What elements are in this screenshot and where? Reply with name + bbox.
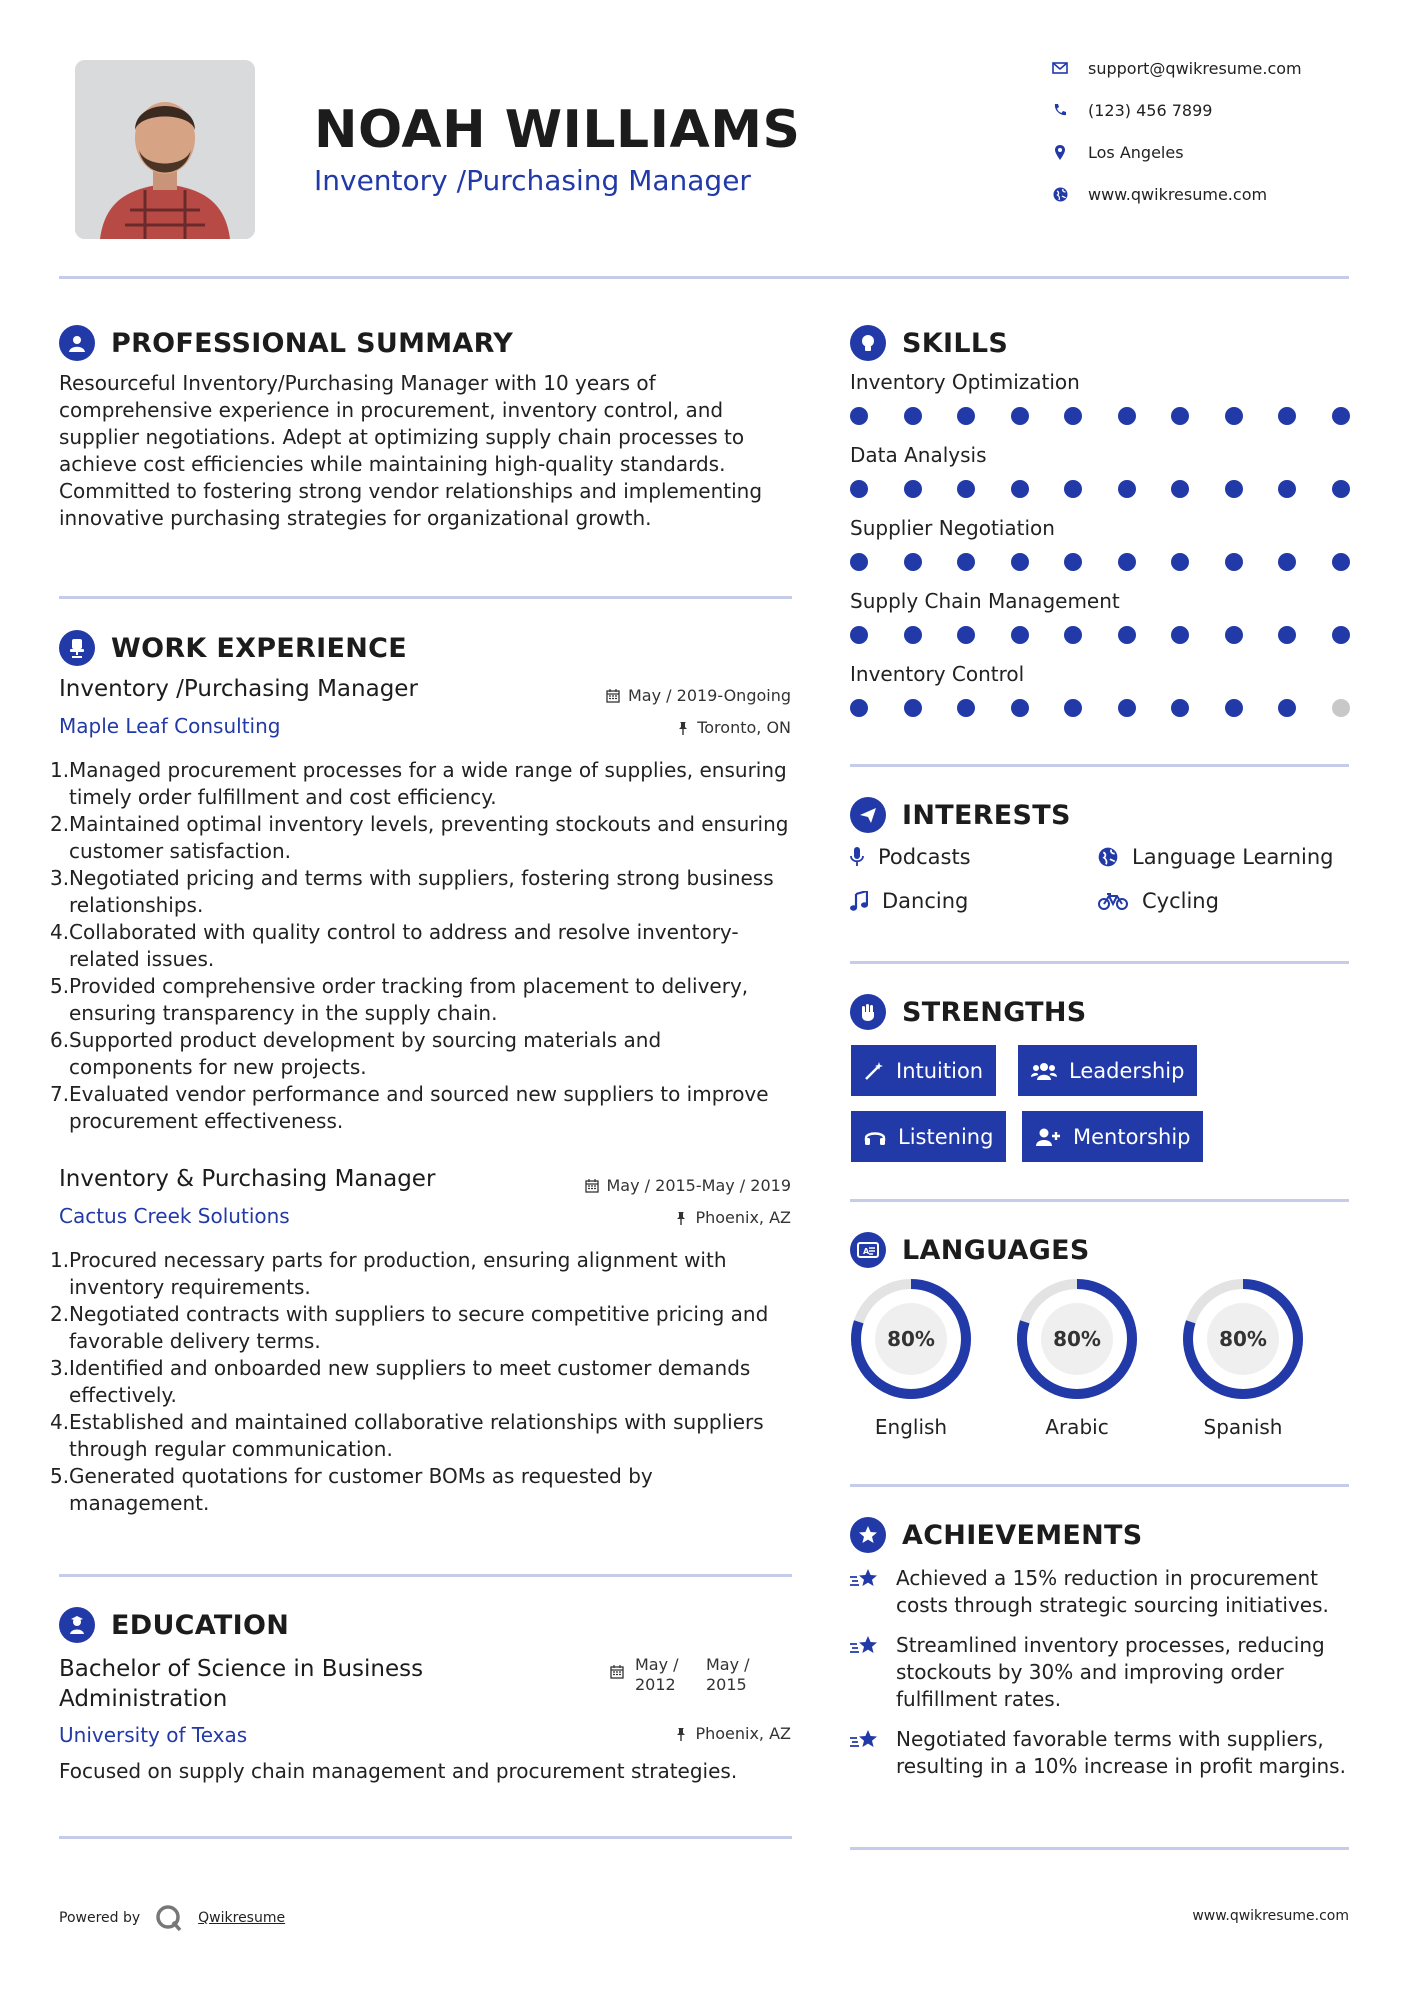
achievements-heading <box>850 1517 1143 1553</box>
skill-dot-filled <box>904 553 922 571</box>
education-heading <box>59 1607 289 1643</box>
experience-heading <box>59 630 407 666</box>
skill-dot-filled <box>850 407 868 425</box>
language-percent: 80% <box>1219 1327 1267 1351</box>
globe-icon <box>1098 847 1118 867</box>
interest-cycling: Cycling <box>1098 889 1219 913</box>
strength-badge-listening: Listening <box>851 1111 1006 1162</box>
calendar-icon <box>606 689 620 703</box>
skill-dot-filled <box>1171 626 1189 644</box>
list-item: 3. Negotiated pricing and terms with suppliers, fostering strong business relationships. <box>50 866 774 917</box>
skills-heading <box>850 325 1008 361</box>
job-dates-text: May / 2015-May / 2019 <box>606 1176 791 1195</box>
summary-divider <box>59 596 792 599</box>
languages-heading <box>850 1232 1090 1268</box>
interest-language-learning: Language Learning <box>1098 845 1333 869</box>
education-start-date: May / 2012 <box>635 1655 679 1694</box>
skill-dot-filled <box>1225 553 1243 571</box>
skill-dot-filled <box>904 480 922 498</box>
skill-dot-filled <box>1118 480 1136 498</box>
candidate-name: NOAH WILLIAMS <box>314 100 801 160</box>
strength-badge-mentorship: Mentorship <box>1022 1111 1203 1162</box>
skill-dot-filled <box>904 407 922 425</box>
header-divider <box>59 276 1349 279</box>
list-item: 7. Evaluated vendor performance and sourced new suppliers to improve procurement effectiveness. <box>50 1082 769 1133</box>
company-name: Maple Leaf Consulting <box>59 714 281 738</box>
degree-line-1: Bachelor of Science in Business <box>59 1656 424 1682</box>
footer-powered-by: Powered by Qwikresume <box>59 1903 285 1933</box>
list-item: 1. Managed procurement processes for a wide range of supplies, ensuring timely order fulfillment and cost efficiency. <box>50 758 787 809</box>
skill-dot-filled <box>1278 480 1296 498</box>
job-dates <box>500 1176 791 1195</box>
education-description: Focused on supply chain management and procurement strategies. <box>59 1759 738 1783</box>
skill-dot-empty <box>1332 699 1350 717</box>
skill-dot-filled <box>1171 699 1189 717</box>
skill-dot-filled <box>904 626 922 644</box>
candidate-role: Inventory /Purchasing Manager <box>314 164 751 197</box>
skill-dot-filled <box>1278 626 1296 644</box>
lightbulb-icon <box>850 325 886 361</box>
job-location <box>500 718 791 737</box>
skill-dot-filled <box>1011 480 1029 498</box>
summary-heading <box>59 325 513 361</box>
achievements-heading-text: ACHIEVEMENTS <box>902 1519 1143 1551</box>
contact-location-text: Los Angeles <box>1088 142 1184 162</box>
list-item: 4. Established and maintained collaborative relationships with suppliers through regular communication. <box>50 1410 764 1461</box>
calendar-icon <box>610 1664 624 1683</box>
skill-dot-filled <box>957 626 975 644</box>
skill-dot-filled <box>1064 626 1082 644</box>
achievement-item: Streamlined inventory processes, reducing stockouts by 30% and improving order fulfillment rates. <box>850 1632 1350 1713</box>
skill-dot-filled <box>1118 407 1136 425</box>
education-location-text: Phoenix, AZ <box>695 1724 791 1743</box>
language-percent: 80% <box>1053 1327 1101 1351</box>
skill-rating <box>850 553 1350 571</box>
footer-brand-link[interactable]: Qwikresume <box>198 1910 286 1926</box>
language-gauge <box>1016 1278 1138 1404</box>
skill-dot-filled <box>1064 699 1082 717</box>
shooting-star-icon <box>850 1567 882 1591</box>
strength-badge-leadership: Leadership <box>1018 1045 1197 1096</box>
skills-list <box>850 370 1350 735</box>
skill-rating <box>850 699 1350 717</box>
skill-dot-filled <box>850 480 868 498</box>
strengths-heading <box>850 994 1087 1030</box>
skill-label: Data Analysis <box>850 443 987 467</box>
skill-dot-filled <box>1118 553 1136 571</box>
interests-heading <box>850 797 1071 833</box>
strengths-divider <box>850 1199 1349 1202</box>
skill-dot-filled <box>850 626 868 644</box>
pushpin-icon <box>675 1727 687 1741</box>
contact-website-text: www.qwikresume.com <box>1088 184 1268 204</box>
skill-dot-filled <box>1011 407 1029 425</box>
experience-divider <box>59 1574 792 1577</box>
skill-dot-filled <box>1225 699 1243 717</box>
skill-dot-filled <box>1225 480 1243 498</box>
job-location-text: Toronto, ON <box>697 718 791 737</box>
job-duties-list <box>50 757 790 1135</box>
skill-dot-filled <box>1332 626 1350 644</box>
svg-text:A: A <box>863 1247 870 1256</box>
degree-title <box>59 1654 423 1714</box>
skill-row <box>850 662 1350 735</box>
skill-label: Supply Chain Management <box>850 589 1120 613</box>
skills-divider <box>850 764 1349 767</box>
list-item: 5. Generated quotations for customer BOMs as requested by management. <box>50 1464 653 1515</box>
language-gauge <box>850 1278 972 1404</box>
bicycle-icon <box>1098 891 1128 911</box>
language-percent: 80% <box>887 1327 935 1351</box>
achievement-item: Negotiated favorable terms with suppliers, resulting in a 10% increase in profit margins. <box>850 1726 1350 1780</box>
shooting-star-icon <box>850 1728 882 1752</box>
job-dates-text: May / 2019-Ongoing <box>628 686 791 705</box>
list-item: 1. Procured necessary parts for production, ensuring alignment with inventory requirements. <box>50 1248 727 1299</box>
fist-icon <box>850 994 886 1030</box>
user-plus-icon <box>1035 1127 1061 1147</box>
experience-heading-text: WORK EXPERIENCE <box>111 632 407 664</box>
contact-phone-text: (123) 456 7899 <box>1088 100 1213 120</box>
pushpin-icon <box>677 721 689 735</box>
phone-icon <box>1050 100 1070 120</box>
headphones-icon <box>864 1127 886 1147</box>
skill-dot-filled <box>1064 480 1082 498</box>
interest-dancing: Dancing <box>850 889 968 913</box>
interest-podcasts: Podcasts <box>850 845 971 869</box>
list-item: 3. Identified and onboarded new suppliers to meet customer demands effectively. <box>50 1356 751 1407</box>
skill-dot-filled <box>1278 407 1296 425</box>
globe-icon <box>1050 184 1070 204</box>
language-label: Arabic <box>1045 1415 1109 1439</box>
microphone-icon <box>850 847 864 867</box>
skill-row <box>850 589 1350 662</box>
education-end-date: May / 2015 <box>706 1655 750 1694</box>
skill-row <box>850 516 1350 589</box>
achievement-item: Achieved a 15% reduction in procurement costs through strategic sourcing initiatives. <box>850 1565 1350 1619</box>
user-circle-icon <box>59 325 95 361</box>
skill-dot-filled <box>1011 699 1029 717</box>
skill-dot-filled <box>1011 553 1029 571</box>
skill-dot-filled <box>957 699 975 717</box>
skill-dot-filled <box>904 699 922 717</box>
strength-badge-intuition: Intuition <box>851 1045 996 1096</box>
languages-divider <box>850 1484 1349 1487</box>
contact-email-text: support@qwikresume.com <box>1088 58 1302 78</box>
job-location-text: Phoenix, AZ <box>695 1208 791 1227</box>
language-gauge <box>1182 1278 1304 1404</box>
envelope-icon <box>1050 58 1070 78</box>
skill-dot-filled <box>1278 553 1296 571</box>
interests-divider <box>850 961 1349 964</box>
contact-location <box>1050 142 1184 162</box>
education-divider <box>59 1836 792 1839</box>
skill-label: Inventory Control <box>850 662 1025 686</box>
qwikresume-logo-icon <box>154 1903 184 1933</box>
profile-photo <box>75 60 255 239</box>
contact-phone[interactable] <box>1050 100 1212 120</box>
skill-dot-filled <box>1171 480 1189 498</box>
shooting-star-icon <box>850 1634 882 1658</box>
skill-dot-filled <box>1118 626 1136 644</box>
skill-dot-filled <box>1225 626 1243 644</box>
list-item: 2. Negotiated contracts with suppliers to secure competitive pricing and favorable delivery terms. <box>50 1302 769 1353</box>
education-location <box>500 1724 791 1743</box>
skill-dot-filled <box>1332 480 1350 498</box>
skill-dot-filled <box>1332 407 1350 425</box>
office-chair-icon <box>59 630 95 666</box>
skill-rating <box>850 626 1350 644</box>
skill-dot-filled <box>1118 699 1136 717</box>
skill-dot-filled <box>850 553 868 571</box>
skill-rating <box>850 407 1350 425</box>
degree-line-2: Administration <box>59 1686 228 1712</box>
skill-dot-filled <box>1278 699 1296 717</box>
music-note-icon <box>850 891 868 911</box>
school-name: University of Texas <box>59 1723 248 1747</box>
skill-dot-filled <box>957 407 975 425</box>
skill-label: Supplier Negotiation <box>850 516 1055 540</box>
calendar-icon <box>585 1179 599 1193</box>
list-item: 2. Maintained optimal inventory levels, preventing stockouts and ensuring customer satisfaction. <box>50 812 789 863</box>
skill-dot-filled <box>957 480 975 498</box>
job-duties-list <box>50 1247 790 1517</box>
strengths-heading-text: STRENGTHS <box>902 996 1087 1028</box>
graduate-icon <box>59 1607 95 1643</box>
education-heading-text: EDUCATION <box>111 1609 290 1641</box>
achievements-divider <box>850 1847 1349 1850</box>
list-item: 6. Supported product development by sourcing materials and components for new projects. <box>50 1028 662 1079</box>
contact-website[interactable] <box>1050 184 1267 204</box>
skill-row <box>850 370 1350 443</box>
paper-plane-icon <box>850 797 886 833</box>
skill-dot-filled <box>1332 553 1350 571</box>
skill-row <box>850 443 1350 516</box>
languages-heading-text: LANGUAGES <box>902 1234 1090 1266</box>
skill-dot-filled <box>957 553 975 571</box>
footer-url[interactable]: www.qwikresume.com <box>1192 1908 1349 1924</box>
skill-dot-filled <box>1171 407 1189 425</box>
map-marker-icon <box>1050 142 1070 162</box>
job-dates <box>500 686 791 705</box>
skill-dot-filled <box>850 699 868 717</box>
skill-dot-filled <box>1064 407 1082 425</box>
skill-dot-filled <box>1171 553 1189 571</box>
pushpin-icon <box>675 1211 687 1225</box>
list-item: 5. Provided comprehensive order tracking from placement to delivery, ensuring transparency in the supply chain. <box>50 974 749 1025</box>
job-title: Inventory & Purchasing Manager <box>59 1166 436 1192</box>
job-title: Inventory /Purchasing Manager <box>59 676 418 702</box>
skills-heading-text: SKILLS <box>902 327 1009 359</box>
company-name: Cactus Creek Solutions <box>59 1204 290 1228</box>
language-card-icon <box>850 1232 886 1268</box>
list-item: 4. Collaborated with quality control to address and resolve inventory-related issues. <box>50 920 739 971</box>
magic-wand-icon <box>864 1061 884 1081</box>
interests-heading-text: INTERESTS <box>902 799 1071 831</box>
users-icon <box>1031 1061 1057 1081</box>
skill-dot-filled <box>1225 407 1243 425</box>
skill-dot-filled <box>1064 553 1082 571</box>
star-badge-icon <box>850 1517 886 1553</box>
summary-heading-text: PROFESSIONAL SUMMARY <box>111 327 514 359</box>
skill-dot-filled <box>1011 626 1029 644</box>
skill-label: Inventory Optimization <box>850 370 1080 394</box>
language-label: Spanish <box>1203 1415 1283 1439</box>
contact-email[interactable] <box>1050 58 1302 78</box>
skill-rating <box>850 480 1350 498</box>
language-label: English <box>874 1415 948 1439</box>
job-location <box>500 1208 791 1227</box>
summary-text: Resourceful Inventory/Purchasing Manager with 10 years of comprehensive experience in procurement, inventory control, and supplier negotiations. Adept at optimizing supply chain processes to achieve cost efficiencies while maintaining high-quality standards. Committed to fostering strong vendor relationships and implementing innovative purchasing strategies for organizational growth. <box>59 371 763 530</box>
